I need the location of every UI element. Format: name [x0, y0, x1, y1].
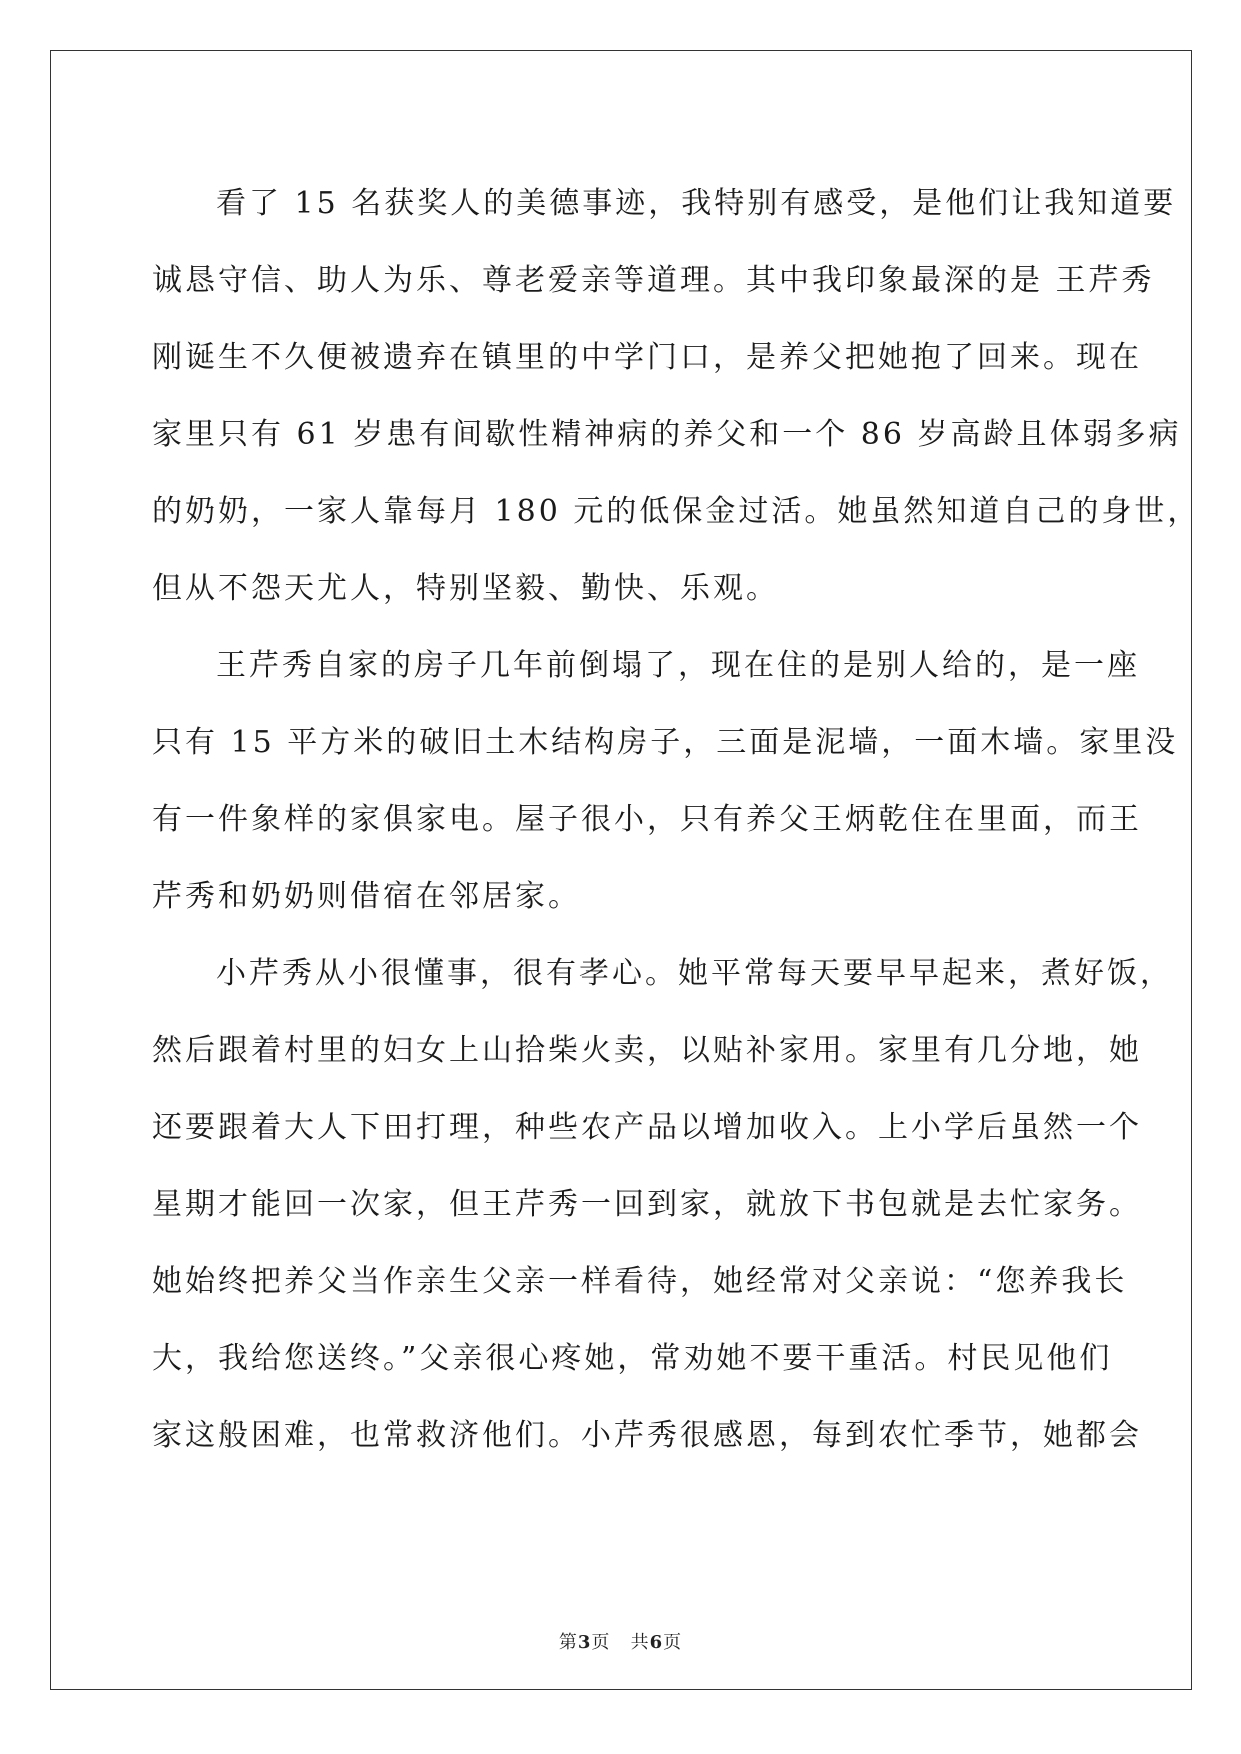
page-total: 6 [649, 1632, 664, 1653]
text-line: 然后跟着村里的妇女上山拾柴火卖，以贴补家用。家里有几分地，她 [152, 1033, 1142, 1068]
paragraph [152, 627, 1179, 935]
paragraph [152, 935, 1173, 1474]
text-line: 星期才能回一次家，但王芹秀一回到家，就放下书包就是去忙家务。 [152, 1187, 1142, 1222]
page-footer [0, 1628, 1241, 1654]
paragraph [152, 165, 1201, 627]
text-line: 看了 15 名获奖人的美德事迹，我特别有感受，是他们让我知道要 [216, 186, 1177, 221]
document-body [152, 165, 1201, 1474]
total-prefix: 共 [630, 1632, 650, 1653]
text-line: 但从不怨天尤人，特别坚毅、勤快、乐观。 [152, 571, 779, 606]
text-line: 的奶奶，一家人靠每月 180 元的低保金过活。她虽然知道自己的身世， [152, 494, 1201, 529]
text-line: 家里只有 61 岁患有间歇性精神病的养父和一个 86 岁高龄且体弱多病 [152, 417, 1182, 452]
text-line: 王芹秀自家的房子几年前倒塌了，现在住的是别人给的，是一座 [216, 648, 1140, 683]
page-unit: 页 [591, 1632, 611, 1653]
text-line: 只有 15 平方米的破旧土木结构房子，三面是泥墙，一面木墙。家里没 [152, 725, 1179, 760]
text-line: 小芹秀从小很懂事，很有孝心。她平常每天要早早起来，煮好饭， [216, 956, 1173, 991]
text-line: 刚诞生不久便被遗弃在镇里的中学门口，是养父把她抱了回来。现在 [152, 340, 1142, 375]
text-line: 有一件象样的家俱家电。屋子很小，只有养父王炳乾住在里面，而王 [152, 802, 1142, 837]
total-unit: 页 [663, 1632, 683, 1653]
text-line: 还要跟着大人下田打理，种些农产品以增加收入。上小学后虽然一个 [152, 1110, 1142, 1145]
text-line: 家这般困难，也常救济他们。小芹秀很感恩，每到农忙季节，她都会 [152, 1418, 1142, 1453]
text-line: 诚恳守信、助人为乐、尊老爱亲等道理。其中我印象最深的是 王芹秀 [152, 263, 1155, 298]
page-prefix: 第 [558, 1632, 578, 1653]
text-line: 芹秀和奶奶则借宿在邻居家。 [152, 879, 581, 914]
text-line: 她始终把养父当作亲生父亲一样看待，她经常对父亲说：“您养我长 [152, 1264, 1128, 1299]
page-number: 3 [577, 1632, 592, 1653]
text-line: 大，我给您送终。”父亲很心疼她，常劝她不要干重活。村民见他们 [152, 1341, 1113, 1376]
